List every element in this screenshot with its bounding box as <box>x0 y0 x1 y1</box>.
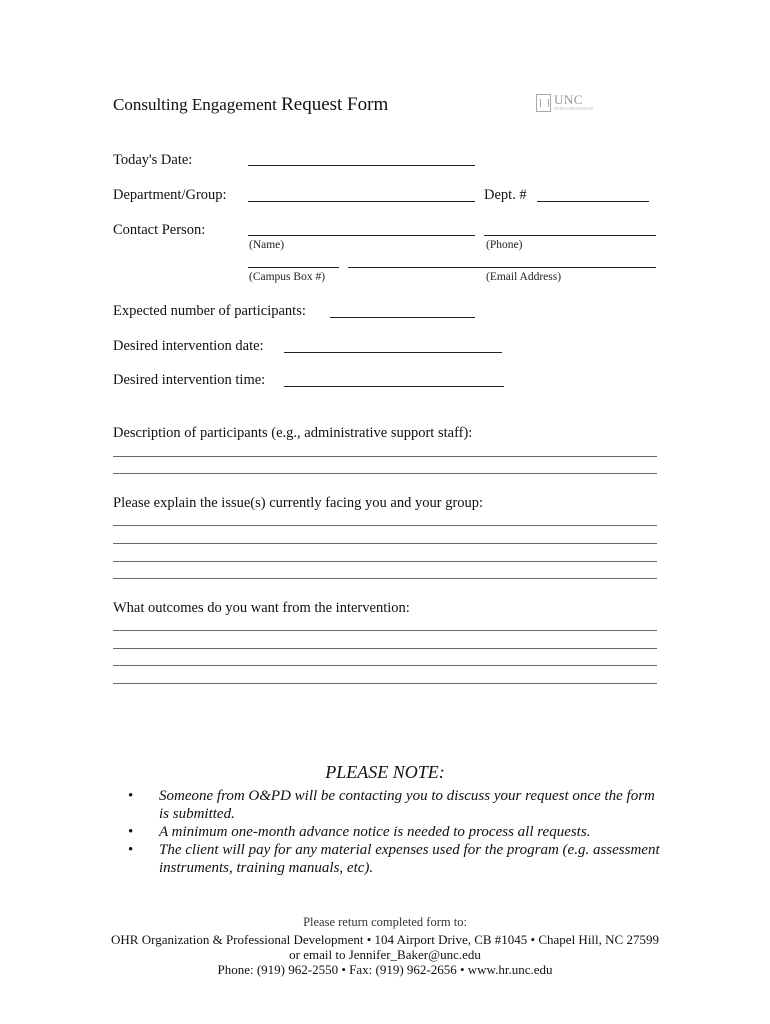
please-note-heading: PLEASE NOTE: <box>325 762 445 782</box>
title-part-2: Request Form <box>281 94 389 115</box>
issues-line[interactable] <box>113 525 657 526</box>
email-field[interactable] <box>348 267 656 268</box>
note-text: The client will pay for any material expenses used for the program (e.g. assessment instruments, training manuals, etc). <box>159 842 660 876</box>
campus-box-field[interactable] <box>248 267 339 268</box>
outcomes-line[interactable] <box>113 630 657 631</box>
title-part-1: Consulting Engagement <box>113 95 277 114</box>
issues-line[interactable] <box>113 578 657 579</box>
intervention-date-label: Desired intervention date: <box>113 338 264 354</box>
contact-name-field[interactable] <box>248 235 475 236</box>
campus-box-hint: (Campus Box #) <box>249 271 326 283</box>
bullet-icon: • <box>128 842 134 858</box>
building-icon <box>536 94 551 112</box>
description-line[interactable] <box>113 473 657 474</box>
issues-line[interactable] <box>113 561 657 562</box>
logo-tagline: HUMAN RESOURCES <box>554 106 594 111</box>
bullet-icon: • <box>128 788 134 804</box>
todays-date-field[interactable] <box>248 165 475 166</box>
unc-logo <box>536 92 616 114</box>
todays-date-label: Today's Date: <box>113 152 193 168</box>
note-text: A minimum one-month advance notice is needed to process all requests. <box>159 824 591 840</box>
outcomes-label: What outcomes do you want from the intervention: <box>113 600 410 616</box>
contact-numbers: Phone: (919) 962-2550 • Fax: (919) 962-2656 • www.hr.unc.edu <box>217 962 553 977</box>
logo-wordmark: UNC <box>554 92 583 107</box>
department-label: Department/Group: <box>113 187 227 203</box>
contact-person-label: Contact Person: <box>113 222 206 238</box>
intervention-time-field[interactable] <box>284 386 504 387</box>
phone-hint: (Phone) <box>486 239 523 251</box>
note-text: Someone from O&PD will be contacting you to discuss your request once the form is submitted. <box>159 788 655 822</box>
intervention-date-field[interactable] <box>284 352 502 353</box>
note-item <box>128 841 668 877</box>
form-title <box>113 94 388 116</box>
outcomes-line[interactable] <box>113 665 657 666</box>
contact-phone-field[interactable] <box>484 235 656 236</box>
issues-label: Please explain the issue(s) currently facing you and your group: <box>113 495 484 511</box>
return-email: or email to Jennifer_Baker@unc.edu <box>289 947 481 962</box>
dept-number-label: Dept. # <box>484 187 527 203</box>
participants-field[interactable] <box>330 317 475 318</box>
note-list <box>128 787 668 877</box>
note-item <box>128 823 668 841</box>
note-item <box>128 787 668 823</box>
return-address: OHR Organization & Professional Development • 104 Airport Drive, CB #1045 • Chapel Hill, NC 27599 <box>111 932 659 947</box>
dept-number-field[interactable] <box>537 201 649 202</box>
description-label: Description of participants (e.g., administrative support staff): <box>113 425 473 441</box>
outcomes-line[interactable] <box>113 648 657 649</box>
return-instructions: Please return completed form to: <box>303 915 467 929</box>
outcomes-line[interactable] <box>113 683 657 684</box>
issues-line[interactable] <box>113 543 657 544</box>
email-hint: (Email Address) <box>486 271 562 283</box>
intervention-time-label: Desired intervention time: <box>113 372 266 388</box>
description-line[interactable] <box>113 456 657 457</box>
bullet-icon: • <box>128 824 134 840</box>
name-hint: (Name) <box>249 239 285 251</box>
department-field[interactable] <box>248 201 475 202</box>
participants-label: Expected number of participants: <box>113 303 306 319</box>
